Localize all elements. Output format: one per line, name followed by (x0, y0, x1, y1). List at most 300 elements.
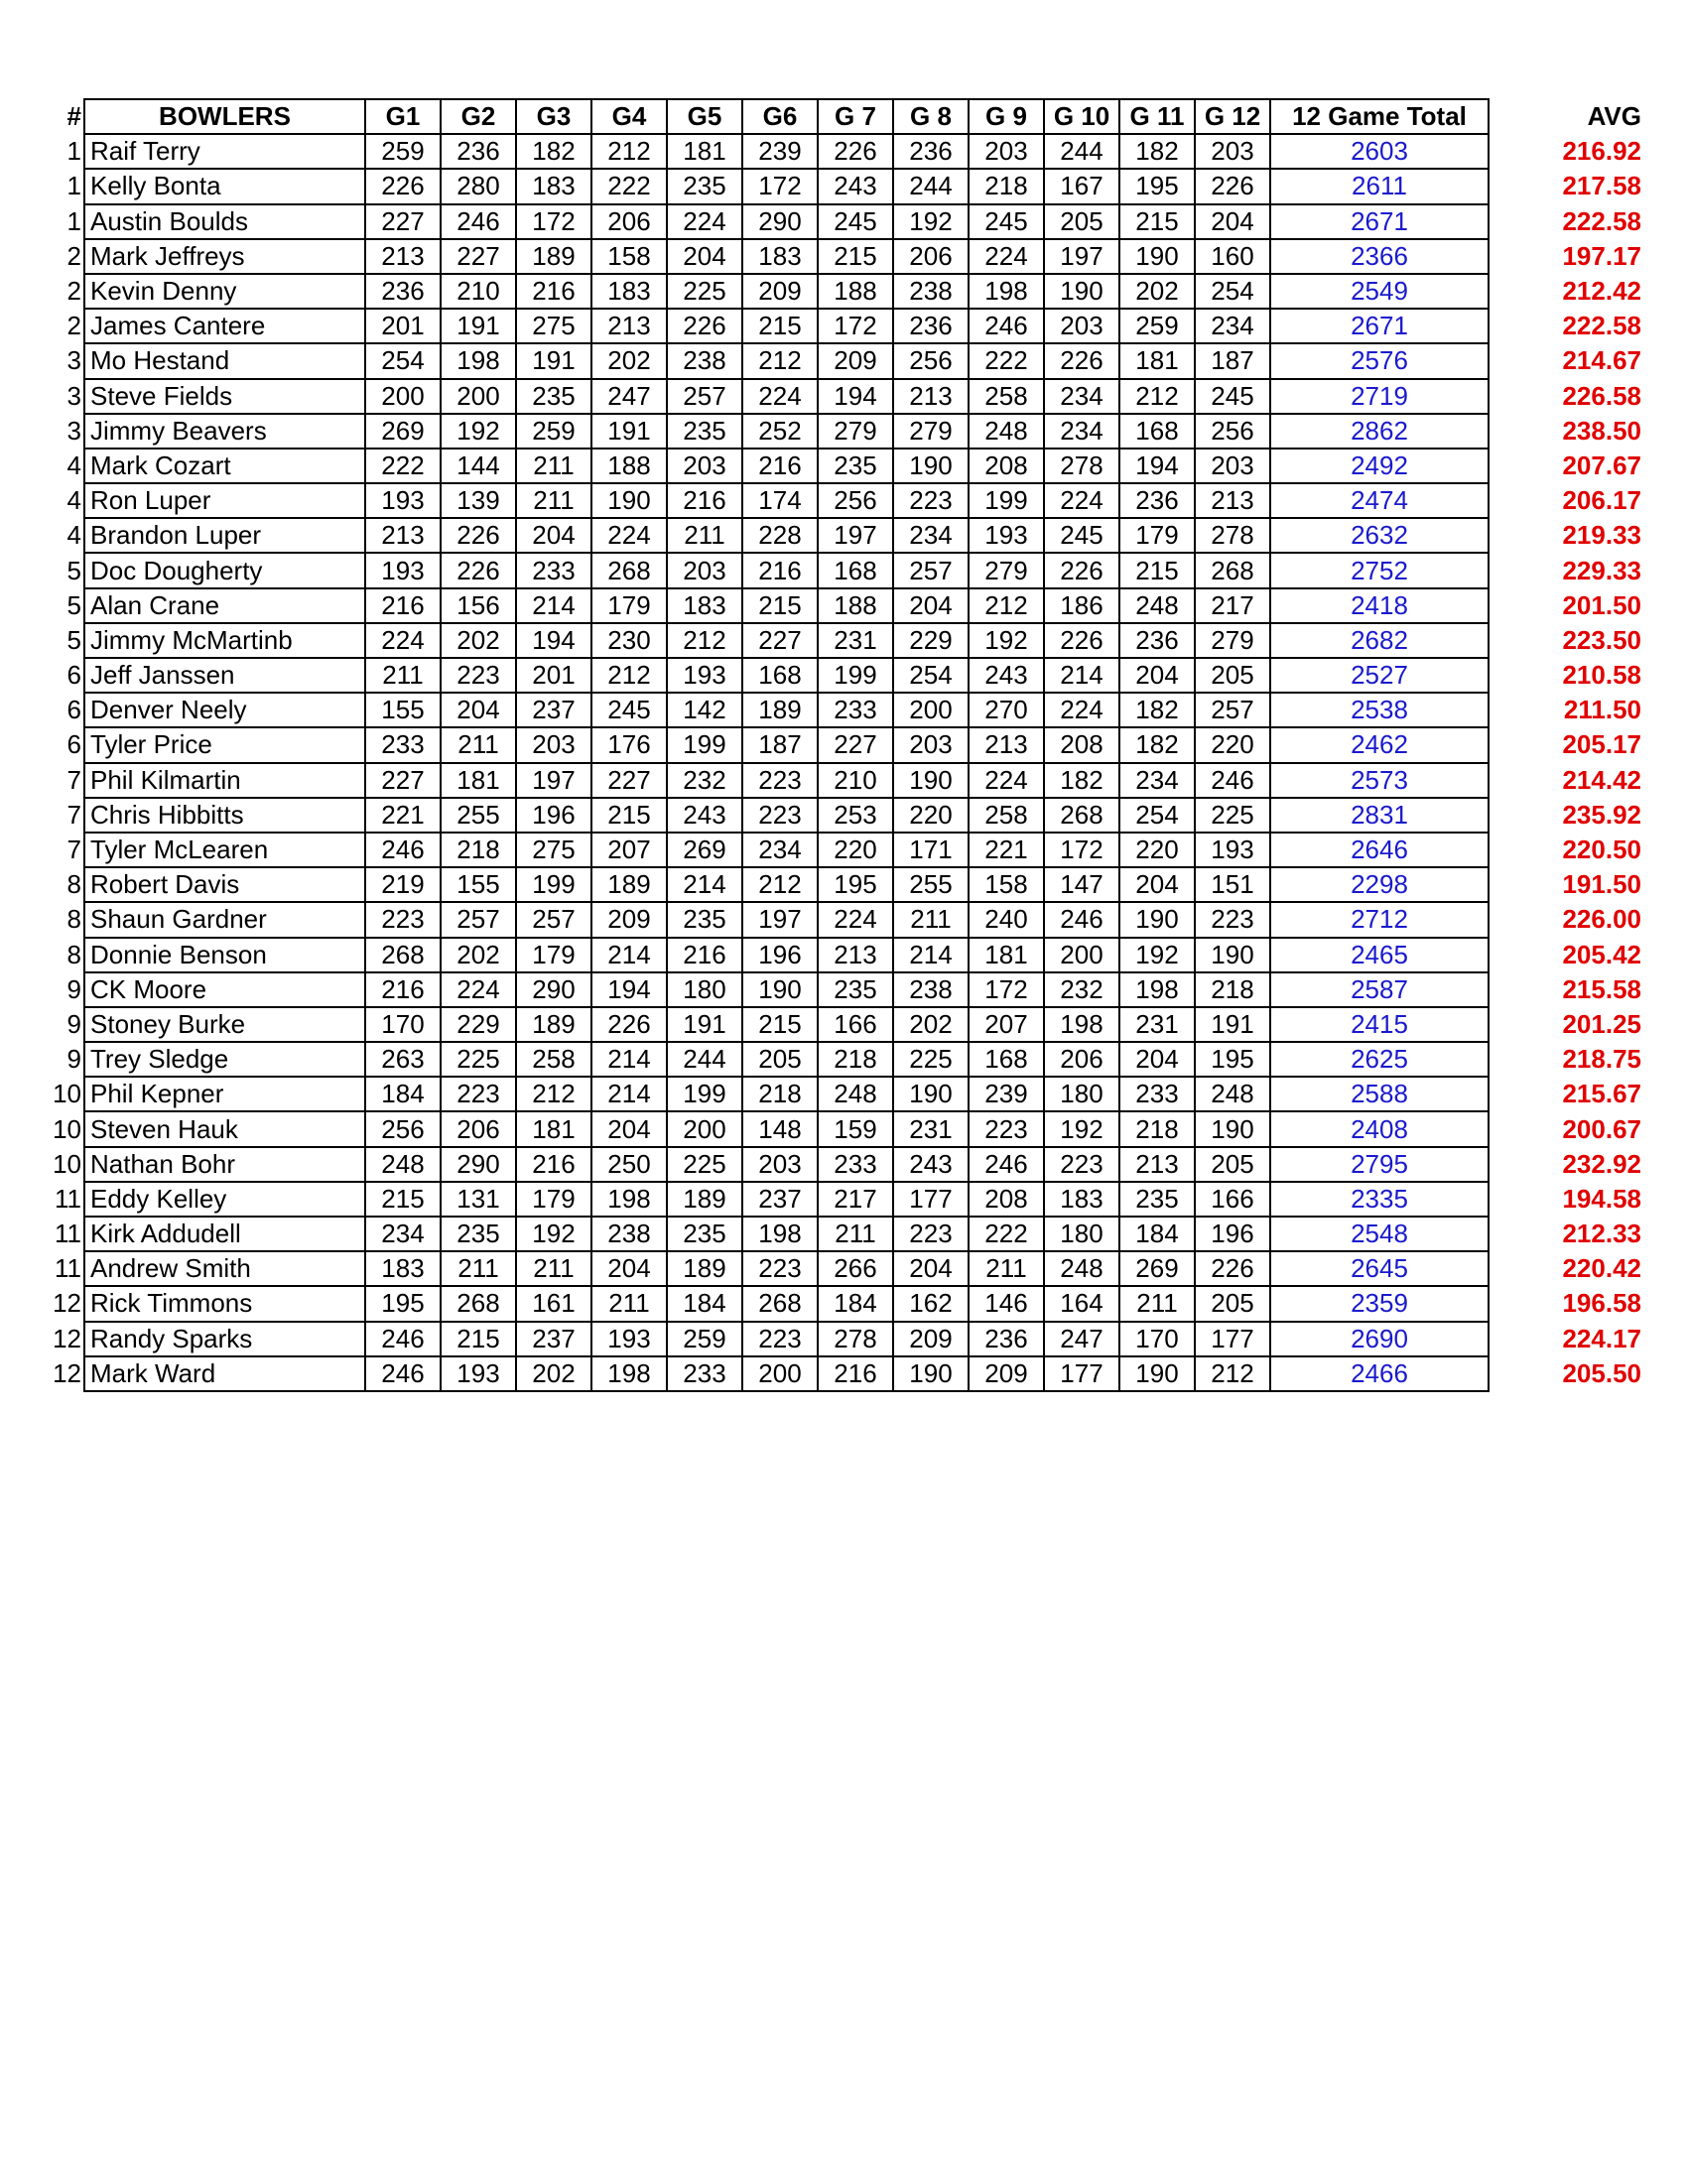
table-row (50, 588, 1659, 623)
table-row (50, 1007, 1659, 1042)
game-score: 257 (893, 553, 969, 587)
game-score: 195 (818, 867, 893, 902)
game-score: 200 (667, 1111, 742, 1146)
game-score: 182 (1119, 134, 1195, 169)
game-score: 224 (969, 239, 1044, 274)
table-row (50, 518, 1659, 553)
game-total: 2335 (1270, 1182, 1489, 1217)
game-score: 215 (365, 1182, 441, 1217)
game-score: 259 (365, 134, 441, 169)
game-score: 248 (1119, 588, 1195, 623)
game-score: 183 (742, 239, 818, 274)
game-score: 248 (365, 1147, 441, 1182)
game-score: 192 (441, 414, 516, 449)
game-score: 204 (1195, 204, 1270, 239)
game-score: 177 (1195, 1322, 1270, 1356)
game-score: 213 (818, 938, 893, 972)
game-score: 227 (365, 763, 441, 798)
game-score: 243 (667, 798, 742, 833)
game-score: 234 (1044, 379, 1119, 414)
game-score: 147 (1044, 867, 1119, 902)
game-score: 182 (1119, 693, 1195, 727)
column-gap (1489, 938, 1510, 972)
game-score: 234 (365, 1217, 441, 1251)
bowler-name: Robert Davis (84, 867, 365, 902)
game-score: 248 (969, 414, 1044, 449)
header-game: G1 (365, 99, 441, 134)
game-total: 2576 (1270, 343, 1489, 378)
game-score: 204 (667, 239, 742, 274)
game-score: 238 (667, 343, 742, 378)
game-score: 211 (516, 449, 591, 483)
row-rank: 5 (66, 624, 81, 655)
game-score: 225 (667, 1147, 742, 1182)
game-score: 253 (818, 798, 893, 833)
game-score: 233 (818, 1147, 893, 1182)
game-score: 238 (591, 1217, 667, 1251)
game-score: 213 (591, 309, 667, 343)
game-score: 290 (516, 972, 591, 1007)
game-score: 254 (365, 343, 441, 378)
game-score: 184 (1119, 1217, 1195, 1251)
bowler-name: Jimmy Beavers (84, 414, 365, 449)
game-score: 155 (365, 693, 441, 727)
game-score: 203 (893, 727, 969, 762)
game-score: 227 (365, 204, 441, 239)
bowler-name: Doc Dougherty (84, 553, 365, 587)
game-score: 223 (893, 483, 969, 518)
game-score: 223 (742, 798, 818, 833)
game-score: 237 (516, 1322, 591, 1356)
game-score: 202 (893, 1007, 969, 1042)
game-score: 236 (893, 309, 969, 343)
game-score: 205 (1195, 1147, 1270, 1182)
game-score: 190 (893, 1077, 969, 1111)
game-score: 224 (818, 902, 893, 937)
bowler-name: Stoney Burke (84, 1007, 365, 1042)
game-score: 197 (516, 763, 591, 798)
game-score: 202 (1119, 274, 1195, 309)
header-game: G 9 (969, 99, 1044, 134)
game-score: 213 (969, 727, 1044, 762)
row-rank: 4 (66, 450, 81, 480)
game-score: 224 (667, 204, 742, 239)
game-total: 2690 (1270, 1322, 1489, 1356)
game-score: 200 (893, 693, 969, 727)
game-score: 218 (441, 833, 516, 867)
game-score: 211 (365, 658, 441, 693)
game-total: 2549 (1270, 274, 1489, 309)
game-score: 223 (742, 1251, 818, 1286)
game-score: 279 (969, 553, 1044, 587)
game-total: 2466 (1270, 1356, 1489, 1391)
game-total: 2548 (1270, 1217, 1489, 1251)
game-score: 218 (742, 1077, 818, 1111)
game-total: 2795 (1270, 1147, 1489, 1182)
header-total: 12 Game Total (1270, 99, 1489, 134)
game-score: 226 (818, 134, 893, 169)
game-score: 226 (1044, 623, 1119, 658)
game-score: 236 (1119, 623, 1195, 658)
game-score: 278 (1044, 449, 1119, 483)
game-score: 200 (742, 1356, 818, 1391)
game-score: 212 (1195, 1356, 1270, 1391)
game-score: 235 (516, 379, 591, 414)
game-score: 160 (1195, 239, 1270, 274)
game-score: 269 (365, 414, 441, 449)
game-score: 203 (1195, 449, 1270, 483)
game-total: 2831 (1270, 798, 1489, 833)
game-score: 187 (1195, 343, 1270, 378)
game-score: 235 (818, 972, 893, 1007)
column-gap (1489, 99, 1510, 134)
game-score: 215 (1119, 553, 1195, 587)
game-score: 182 (1119, 727, 1195, 762)
game-score: 192 (969, 623, 1044, 658)
game-score: 215 (1119, 204, 1195, 239)
game-score: 179 (591, 588, 667, 623)
game-score: 193 (969, 518, 1044, 553)
row-rank: 8 (66, 869, 81, 900)
game-score: 268 (441, 1286, 516, 1321)
game-score: 278 (1195, 518, 1270, 553)
game-score: 189 (667, 1182, 742, 1217)
game-score: 203 (667, 553, 742, 587)
game-score: 186 (1044, 588, 1119, 623)
game-score: 213 (365, 518, 441, 553)
game-score: 229 (441, 1007, 516, 1042)
game-score: 189 (742, 693, 818, 727)
game-score: 223 (969, 1111, 1044, 1146)
row-rank: 2 (66, 240, 81, 271)
game-score: 200 (441, 379, 516, 414)
table-row (50, 239, 1659, 274)
game-score: 156 (441, 588, 516, 623)
average: 226.00 (1562, 904, 1641, 935)
game-score: 235 (441, 1217, 516, 1251)
game-score: 172 (818, 309, 893, 343)
game-score: 220 (1119, 833, 1195, 867)
game-score: 212 (516, 1077, 591, 1111)
game-total: 2359 (1270, 1286, 1489, 1321)
game-score: 218 (818, 1042, 893, 1077)
average: 210.58 (1562, 660, 1641, 691)
game-score: 235 (667, 902, 742, 937)
game-score: 214 (591, 1077, 667, 1111)
table-row (50, 867, 1659, 902)
game-score: 252 (742, 414, 818, 449)
game-score: 204 (893, 1251, 969, 1286)
game-score: 280 (441, 169, 516, 203)
average: 220.50 (1562, 835, 1641, 865)
game-score: 159 (818, 1111, 893, 1146)
game-score: 211 (893, 902, 969, 937)
average: 215.58 (1562, 973, 1641, 1004)
column-gap (1489, 727, 1510, 762)
game-score: 250 (591, 1147, 667, 1182)
game-score: 179 (516, 938, 591, 972)
game-score: 258 (516, 1042, 591, 1077)
game-score: 176 (591, 727, 667, 762)
game-score: 225 (893, 1042, 969, 1077)
column-gap (1489, 798, 1510, 833)
row-rank: 11 (55, 1183, 81, 1214)
bowler-name: Ron Luper (84, 483, 365, 518)
game-score: 243 (969, 658, 1044, 693)
game-score: 215 (818, 239, 893, 274)
game-score: 254 (893, 658, 969, 693)
game-score: 235 (1119, 1182, 1195, 1217)
bowler-name: Tyler McLearen (84, 833, 365, 867)
game-score: 190 (1119, 1356, 1195, 1391)
average: 217.58 (1562, 171, 1641, 201)
game-total: 2625 (1270, 1042, 1489, 1077)
game-score: 216 (516, 1147, 591, 1182)
bowler-name: Jeff Janssen (84, 658, 365, 693)
bowler-name: Donnie Benson (84, 938, 365, 972)
game-score: 213 (893, 379, 969, 414)
game-score: 216 (516, 274, 591, 309)
average: 222.58 (1562, 311, 1641, 341)
game-score: 208 (1044, 727, 1119, 762)
header-game: G5 (667, 99, 742, 134)
game-score: 195 (1195, 1042, 1270, 1077)
game-score: 168 (818, 553, 893, 587)
game-score: 190 (893, 1356, 969, 1391)
game-score: 203 (516, 727, 591, 762)
game-score: 224 (441, 972, 516, 1007)
game-score: 268 (1044, 798, 1119, 833)
game-score: 184 (365, 1077, 441, 1111)
game-score: 191 (667, 1007, 742, 1042)
game-score: 223 (893, 1217, 969, 1251)
game-score: 224 (591, 518, 667, 553)
game-total: 2408 (1270, 1111, 1489, 1146)
game-score: 219 (365, 867, 441, 902)
game-score: 234 (742, 833, 818, 867)
bowler-name: Kirk Addudell (84, 1217, 365, 1251)
game-score: 177 (1044, 1356, 1119, 1391)
table-row (50, 414, 1659, 449)
bowler-name: Alan Crane (84, 588, 365, 623)
game-score: 195 (1119, 169, 1195, 203)
game-score: 233 (1119, 1077, 1195, 1111)
bowler-name: Rick Timmons (84, 1286, 365, 1321)
game-score: 189 (516, 239, 591, 274)
game-score: 206 (441, 1111, 516, 1146)
game-score: 207 (591, 833, 667, 867)
table-row (50, 1217, 1659, 1251)
row-rank: 7 (66, 764, 81, 795)
game-score: 213 (365, 239, 441, 274)
game-score: 226 (1044, 553, 1119, 587)
game-score: 221 (969, 833, 1044, 867)
game-score: 210 (441, 274, 516, 309)
row-rank: 4 (66, 485, 81, 516)
game-score: 168 (742, 658, 818, 693)
row-rank: 12 (53, 1357, 81, 1388)
game-score: 196 (1195, 1217, 1270, 1251)
game-score: 275 (516, 833, 591, 867)
game-score: 171 (893, 833, 969, 867)
table-row (50, 798, 1659, 833)
game-score: 193 (1195, 833, 1270, 867)
game-score: 192 (1119, 938, 1195, 972)
game-score: 142 (667, 693, 742, 727)
row-rank: 11 (55, 1219, 81, 1249)
bowler-name: CK Moore (84, 972, 365, 1007)
game-score: 222 (591, 169, 667, 203)
game-score: 218 (1119, 1111, 1195, 1146)
header-bowlers: BOWLERS (84, 99, 365, 134)
bowler-name: Nathan Bohr (84, 1147, 365, 1182)
average: 205.50 (1562, 1357, 1641, 1388)
game-total: 2298 (1270, 867, 1489, 902)
game-score: 246 (365, 833, 441, 867)
column-gap (1489, 658, 1510, 693)
game-score: 214 (1044, 658, 1119, 693)
game-score: 166 (818, 1007, 893, 1042)
game-score: 216 (742, 449, 818, 483)
game-score: 256 (1195, 414, 1270, 449)
average: 191.50 (1562, 869, 1641, 900)
row-rank: 11 (55, 1253, 81, 1284)
game-score: 216 (365, 588, 441, 623)
game-total: 2474 (1270, 483, 1489, 518)
game-score: 278 (818, 1322, 893, 1356)
average: 216.92 (1562, 136, 1641, 167)
game-score: 224 (1044, 693, 1119, 727)
game-score: 144 (441, 449, 516, 483)
game-score: 216 (742, 553, 818, 587)
game-score: 233 (516, 553, 591, 587)
game-score: 211 (516, 483, 591, 518)
game-score: 223 (441, 1077, 516, 1111)
game-score: 255 (441, 798, 516, 833)
bowler-name: Mark Ward (84, 1356, 365, 1391)
column-gap (1489, 1111, 1510, 1146)
game-score: 190 (1195, 1111, 1270, 1146)
game-score: 257 (667, 379, 742, 414)
row-rank: 12 (53, 1323, 81, 1353)
column-gap (1489, 204, 1510, 239)
column-gap (1489, 239, 1510, 274)
game-total: 2465 (1270, 938, 1489, 972)
game-score: 224 (742, 379, 818, 414)
game-score: 167 (1044, 169, 1119, 203)
average: 205.17 (1562, 729, 1641, 760)
game-score: 188 (591, 449, 667, 483)
game-score: 209 (742, 274, 818, 309)
game-score: 248 (818, 1077, 893, 1111)
bowler-name: Steve Fields (84, 379, 365, 414)
average: 211.50 (1563, 695, 1641, 725)
game-score: 217 (1195, 588, 1270, 623)
row-rank: 12 (53, 1288, 81, 1319)
table-row (50, 1251, 1659, 1286)
game-score: 246 (365, 1322, 441, 1356)
game-score: 155 (441, 867, 516, 902)
game-score: 226 (591, 1007, 667, 1042)
header-game: G2 (441, 99, 516, 134)
game-score: 223 (441, 658, 516, 693)
bowler-name: Jimmy McMartinb (84, 623, 365, 658)
game-score: 236 (365, 274, 441, 309)
game-score: 236 (441, 134, 516, 169)
game-score: 263 (365, 1042, 441, 1077)
game-score: 181 (667, 134, 742, 169)
bowler-name: Denver Neely (84, 693, 365, 727)
row-rank: 6 (66, 729, 81, 760)
row-rank: 2 (66, 276, 81, 307)
game-score: 203 (667, 449, 742, 483)
game-score: 181 (1119, 343, 1195, 378)
game-score: 193 (441, 1356, 516, 1391)
column-gap (1489, 518, 1510, 553)
average: 206.17 (1562, 485, 1641, 516)
game-score: 193 (365, 553, 441, 587)
game-score: 243 (893, 1147, 969, 1182)
game-score: 235 (667, 1217, 742, 1251)
game-score: 170 (365, 1007, 441, 1042)
game-score: 151 (1195, 867, 1270, 902)
game-score: 183 (591, 274, 667, 309)
game-score: 234 (893, 518, 969, 553)
game-score: 215 (742, 309, 818, 343)
game-score: 226 (441, 518, 516, 553)
row-rank: 4 (66, 520, 81, 551)
game-score: 193 (365, 483, 441, 518)
header-game: G3 (516, 99, 591, 134)
table-row (50, 449, 1659, 483)
game-score: 202 (516, 1356, 591, 1391)
game-score: 211 (441, 727, 516, 762)
game-score: 177 (893, 1182, 969, 1217)
game-score: 214 (591, 938, 667, 972)
game-score: 275 (516, 309, 591, 343)
table-row (50, 1147, 1659, 1182)
header-game: G 10 (1044, 99, 1119, 134)
average: 214.42 (1562, 764, 1641, 795)
average: 232.92 (1562, 1148, 1641, 1179)
game-score: 235 (667, 414, 742, 449)
table-row (50, 833, 1659, 867)
bowler-name: Chris Hibbitts (84, 798, 365, 833)
game-score: 226 (365, 169, 441, 203)
game-total: 2415 (1270, 1007, 1489, 1042)
bowler-name: Steven Hauk (84, 1111, 365, 1146)
game-score: 195 (365, 1286, 441, 1321)
game-score: 192 (516, 1217, 591, 1251)
column-gap (1489, 414, 1510, 449)
game-score: 190 (1195, 938, 1270, 972)
column-gap (1489, 379, 1510, 414)
game-score: 236 (893, 134, 969, 169)
game-score: 290 (441, 1147, 516, 1182)
game-score: 220 (1195, 727, 1270, 762)
average: 212.42 (1562, 276, 1641, 307)
game-score: 234 (1044, 414, 1119, 449)
game-score: 203 (742, 1147, 818, 1182)
bowler-name: Mark Cozart (84, 449, 365, 483)
row-rank: 10 (53, 1148, 81, 1179)
game-score: 206 (591, 204, 667, 239)
game-score: 227 (591, 763, 667, 798)
game-score: 231 (1119, 1007, 1195, 1042)
game-score: 257 (441, 902, 516, 937)
game-score: 209 (818, 343, 893, 378)
column-gap (1489, 588, 1510, 623)
